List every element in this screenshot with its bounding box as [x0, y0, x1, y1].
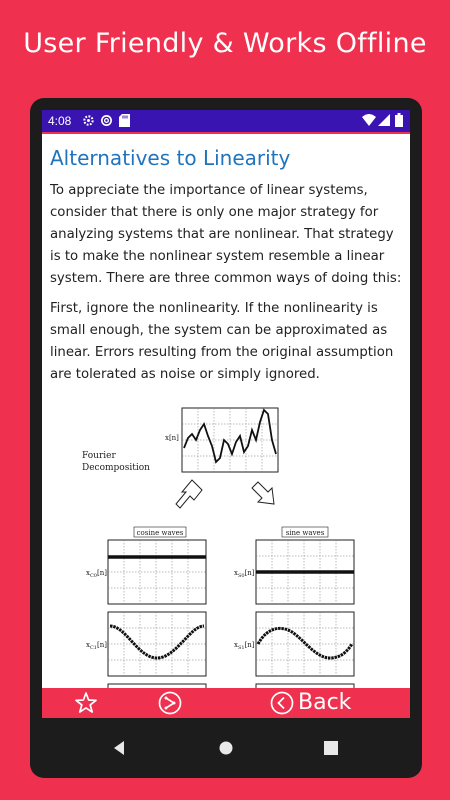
svg-text:xC1[n] — [86, 641, 107, 651]
sine-label-0-n: [n] — [244, 569, 255, 577]
sync-icon — [100, 114, 113, 130]
bottom-toolbar — [42, 688, 410, 718]
cosine-label-0-sub: C0 — [89, 573, 97, 579]
cosine-plot-0 — [108, 540, 206, 604]
signal-icon — [378, 114, 390, 129]
sine-label-0-sub: S0 — [237, 573, 245, 579]
sine-label-1-sub: S1 — [237, 645, 245, 651]
back-arrow-icon[interactable] — [270, 691, 294, 715]
svg-text:xC0[n] — [86, 569, 107, 579]
nav-back-icon[interactable] — [112, 740, 126, 760]
signal-label: x[n] — [165, 434, 179, 442]
nav-home-icon[interactable] — [218, 740, 234, 760]
phone-frame — [30, 98, 422, 778]
article-paragraph-2: First, ignore the nonlinearity. If the nonlinearity is small enough, the system can be approximated as linear. Errors resulting from the original assumption are tolerated as noise or simply ignored. — [50, 301, 394, 382]
sd-card-icon — [119, 114, 130, 130]
sine-label-1-n: [n] — [244, 641, 255, 649]
svg-text:xS1[n] — [234, 641, 255, 651]
system-nav-bar — [30, 718, 422, 778]
share-icon[interactable] — [158, 691, 182, 715]
sine-label-0-x: x — [234, 569, 238, 577]
cosine-label-1-n: [n] — [96, 641, 107, 649]
cosine-label-1-sub: C1 — [89, 645, 97, 651]
cosine-plot-1 — [108, 612, 206, 676]
sine-plot-1 — [256, 612, 354, 676]
star-icon[interactable] — [74, 691, 98, 715]
fourier-decomposition-figure — [42, 400, 410, 700]
figure-caption-line2: Decomposition — [82, 463, 150, 473]
cosine-label-1-x: x — [86, 641, 90, 649]
figure-caption-line1: Fourier — [82, 451, 116, 461]
nav-recents-icon[interactable] — [324, 740, 338, 759]
svg-text:xS0[n] — [234, 569, 255, 579]
article-paragraph-1: To appreciate the importance of linear systems, consider that there is only one major strategy for analyzing systems that are nonlinear. That strategy is to make the nonlinear system resemble a linear system. There are three common ways of doing this: — [50, 183, 402, 286]
cosine-label-0-n: [n] — [96, 569, 107, 577]
battery-icon — [395, 113, 403, 130]
left-arrow-icon — [176, 480, 202, 508]
promo-headline: User Friendly & Works Offline — [23, 28, 427, 59]
app-screen — [42, 110, 410, 718]
sine-waves-header: sine waves — [285, 529, 325, 537]
sine-plot-0 — [256, 540, 354, 604]
status-bar — [42, 110, 410, 132]
right-arrow-icon — [252, 482, 274, 504]
back-button[interactable]: Back — [298, 690, 352, 715]
sine-label-1-x: x — [234, 641, 238, 649]
article-content — [50, 134, 406, 394]
settings-icon — [82, 114, 95, 130]
signal-plot — [182, 408, 278, 472]
cosine-waves-header: cosine waves — [136, 529, 184, 537]
article-title: Alternatives to Linearity — [50, 146, 291, 170]
cosine-label-0-x: x — [86, 569, 90, 577]
wifi-icon — [362, 114, 376, 129]
status-time: 4:08 — [48, 114, 72, 128]
